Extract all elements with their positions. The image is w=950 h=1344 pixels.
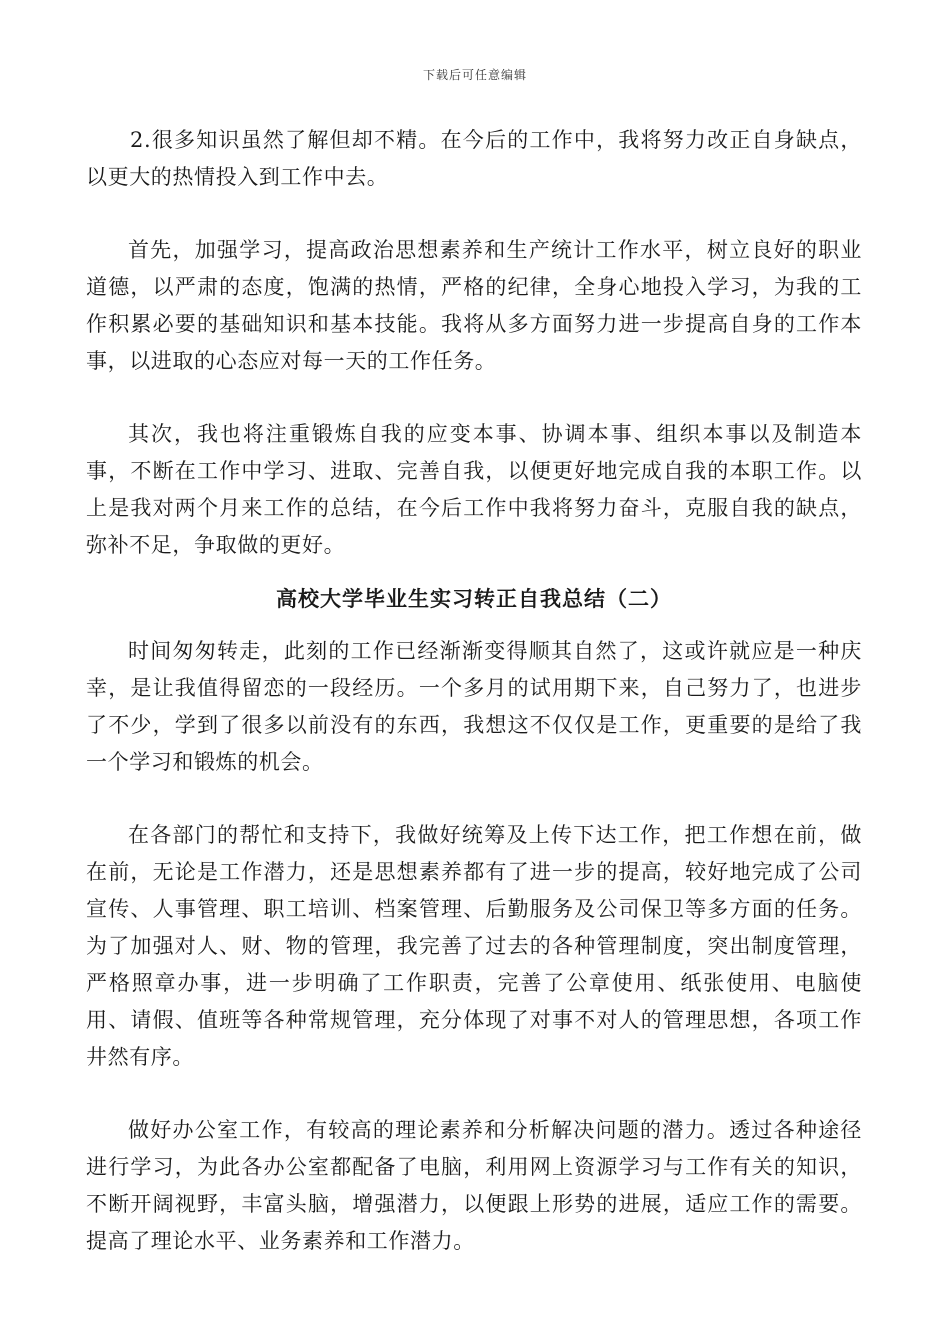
paragraph-5: 在各部门的帮忙和支持下，我做好统筹及上传下达工作，把工作想在前，做在前，无论是工作潜力，还是思想素养都有了进一步的提高，较好地完成了公司宣传、人事管理、职工培训、档案管理、后勤服务及公司保卫等多方面的任务。为了加强对人、财、物的管理，我完善了过去的各种管理制度，突出制度管理，严格照章办事，进一步明确了工作职责，完善了公章使用、纸张使用、电脑使用、请假、值班等各种常规管理，充分体现了对事不对人的管理思想，各项工作井然有序。: [86, 823, 862, 1069]
paragraph-gap: [86, 564, 862, 580]
paragraph-4: 时间匆匆转走，此刻的工作已经渐渐变得顺其自然了，这或许就应是一种庆幸，是让我值得留恋的一段经历。一个多月的试用期下来，自己努力了，也进步了不少，学到了很多以前没有的东西，我想这不仅仅是工作，更重要的是给了我一个学习和锻炼的机会。: [86, 639, 862, 774]
page-header-note: 下载后可任意编辑: [422, 68, 527, 82]
paragraph-gap: [86, 617, 862, 633]
paragraph-gap: [86, 380, 862, 416]
paragraph-gap: [86, 196, 862, 232]
paragraph-gap: [86, 781, 862, 817]
section-title: 高校大学毕业生实习转正自我总结（二）: [276, 586, 672, 611]
paragraph-gap: [86, 1076, 862, 1112]
document-body: [86, 122, 862, 1260]
paragraph-6: 做好办公室工作，有较高的理论素养和分析解决问题的潜力。透过各种途径进行学习，为此各办公室都配备了电脑，利用网上资源学习与工作有关的知识，不断开阔视野，丰富头脑，增强潜力，以便跟上形势的进展，适应工作的需要。提高了理论水平、业务素养和工作潜力。: [86, 1118, 862, 1253]
paragraph-2: 首先，加强学习，提高政治思想素养和生产统计工作水平，树立良好的职业道德，以严肃的态度，饱满的热情，严格的纪律，全身心地投入学习，为我的工作积累必要的基础知识和基本技能。我将从多方面努力进一步提高自身的工作本事，以进取的心态应对每一天的工作任务。: [86, 238, 862, 373]
paragraph-3: 其次，我也将注重锻炼自我的应变本事、协调本事、组织本事以及制造本事，不断在工作中学习、进取、完善自我，以便更好地完成自我的本职工作。以上是我对两个月来工作的总结，在今后工作中我将努力奋斗，克服自我的缺点，弥补不足，争取做的更好。: [86, 422, 862, 557]
paragraph-1: 2.很多知识虽然了解但却不精。在今后的工作中，我将努力改正自身缺点，以更大的热情投入到工作中去。: [86, 128, 862, 189]
